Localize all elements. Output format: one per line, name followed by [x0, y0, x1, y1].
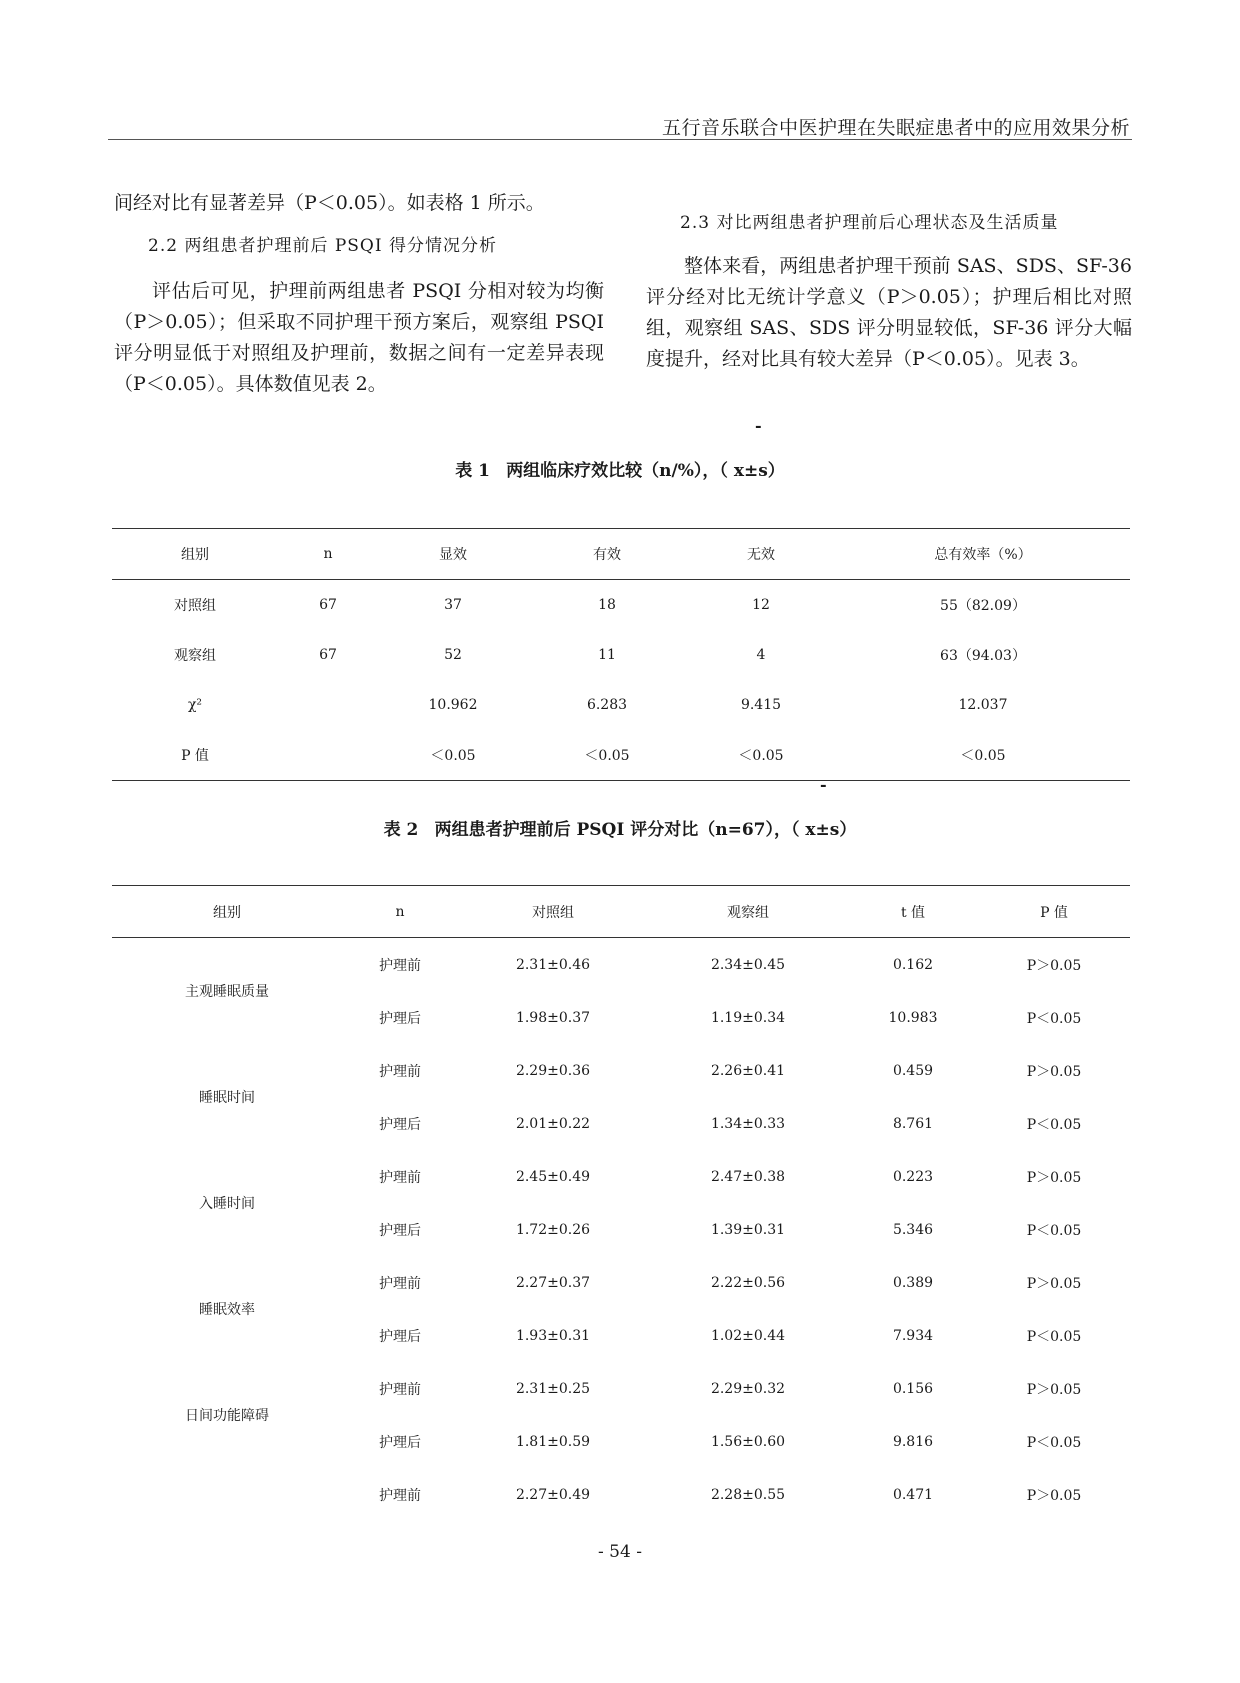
table-cell: 37 [444, 597, 462, 613]
table1-header-cell: 显效 [378, 529, 528, 580]
table-cell: 55（82.09） [940, 598, 1026, 614]
group-label: 睡眠时间 [199, 1090, 255, 1106]
table-cell: 0.389 [892, 1274, 934, 1291]
group-label: 睡眠效率 [199, 1302, 255, 1318]
left-column [114, 188, 604, 400]
table-cell: 护理后 [379, 1116, 421, 1133]
table-cell: 护理前 [379, 1487, 421, 1504]
table1-header-cell: n [278, 529, 378, 580]
table-cell: 护理前 [379, 1169, 421, 1186]
table-cell: P＞0.05 [1026, 1487, 1082, 1504]
table-cell: 护理前 [379, 1381, 421, 1398]
table-row [112, 938, 1130, 992]
table-row [112, 730, 1130, 781]
table-cell: 5.346 [892, 1221, 934, 1238]
table-cell: ＜0.05 [738, 748, 784, 764]
header-divider [108, 139, 1132, 140]
table-cell: 2.22±0.56 [710, 1274, 786, 1291]
table-cell: 2.34±0.45 [710, 956, 786, 973]
table-cell: 2.01±0.22 [515, 1115, 591, 1132]
table1 [112, 528, 1130, 781]
page-number: - 54 - [598, 1542, 642, 1562]
table1-header-cell: 总有效率（%） [836, 529, 1130, 580]
table-cell: 6.283 [586, 697, 628, 713]
table-cell: P＞0.05 [1026, 1169, 1082, 1186]
continued-paragraph: 间经对比有显著差异（P＜0.05）。如表格 1 所示。 [114, 192, 545, 214]
section-heading-2-2: 2.2 两组患者护理前后 PSQI 得分情况分析 [148, 236, 497, 256]
table-row [112, 1150, 1130, 1203]
table-row [112, 1256, 1130, 1309]
table1-header-cell: 无效 [686, 529, 836, 580]
table-cell: 1.98±0.37 [515, 1009, 591, 1026]
section-heading-2-3: 2.3 对比两组患者护理前后心理状态及生活质量 [680, 213, 1059, 233]
table-cell: 0.471 [892, 1486, 934, 1503]
table-cell: 护理后 [379, 1010, 421, 1027]
table-cell: ＜0.05 [430, 748, 476, 764]
table2-header-cell: n [342, 886, 458, 938]
table-cell: 护理后 [379, 1328, 421, 1345]
section-2-2-paragraph: 评估后可见，护理前两组患者 PSQI 分相对较为均衡（P＞0.05）；但采取不同护理干预方案后，观察组 PSQI 评分明显低于对照组及护理前，数据之间有一定差异表现（P＜0.05）。具体数值见表 2。 [114, 280, 604, 395]
table-cell: P＜0.05 [1026, 1222, 1082, 1239]
table2-header-cell: 组别 [112, 886, 342, 938]
table1-header-row [112, 529, 1130, 580]
table1-caption [0, 456, 1240, 481]
table-cell: χ² [187, 697, 203, 713]
table-cell: 0.459 [892, 1062, 934, 1079]
table-cell: 2.28±0.55 [710, 1486, 786, 1503]
table-cell: P＞0.05 [1026, 1275, 1082, 1292]
table-cell: ＜0.05 [584, 748, 630, 764]
table-cell: 52 [444, 647, 462, 663]
right-column [646, 208, 1132, 375]
table-cell: 7.934 [892, 1327, 934, 1344]
table-cell: P 值 [181, 748, 209, 764]
table-cell: 2.27±0.37 [515, 1274, 591, 1291]
table-cell: P＞0.05 [1026, 957, 1082, 974]
table-cell: P＜0.05 [1026, 1116, 1082, 1133]
table2-header-row [112, 886, 1130, 938]
table-row [112, 1468, 1130, 1521]
group-label: 主观睡眠质量 [185, 984, 269, 1000]
table-cell: 2.29±0.32 [710, 1380, 786, 1397]
table-cell: P＞0.05 [1026, 1381, 1082, 1398]
macron-mark: - [820, 775, 827, 794]
table-cell: 67 [319, 597, 337, 613]
table-cell: 1.72±0.26 [515, 1221, 591, 1238]
table-cell: 8.761 [892, 1115, 934, 1132]
table-cell: 观察组 [174, 648, 216, 664]
table-cell: 1.39±0.31 [710, 1221, 786, 1238]
table2-label: 表 2 [383, 820, 419, 840]
table2-caption [0, 815, 1240, 840]
table2 [112, 885, 1130, 1521]
table-cell [112, 1468, 342, 1521]
table-cell: 12 [752, 597, 770, 613]
table-cell: 0.156 [892, 1380, 934, 1397]
table1-header-cell: 组别 [112, 529, 278, 580]
table-cell: 护理前 [379, 1275, 421, 1292]
table-cell: 1.93±0.31 [515, 1327, 591, 1344]
table-cell: 18 [598, 597, 616, 613]
table-cell: 2.45±0.49 [515, 1168, 591, 1185]
table-row [112, 580, 1130, 631]
table-row [112, 1362, 1130, 1415]
table-cell: 2.47±0.38 [710, 1168, 786, 1185]
table-cell: 2.26±0.41 [710, 1062, 786, 1079]
table-cell [278, 680, 378, 730]
table-row [112, 1044, 1130, 1097]
table-cell: 1.56±0.60 [710, 1433, 786, 1450]
table-cell: 12.037 [958, 697, 1008, 713]
table2-header-cell: 对照组 [458, 886, 648, 938]
table-cell: 护理前 [379, 1063, 421, 1080]
table1-label: 表 1 [455, 461, 490, 481]
table1-header-cell: 有效 [528, 529, 686, 580]
table-cell: 对照组 [174, 598, 216, 614]
table-cell: 63（94.03） [940, 648, 1026, 664]
table-cell: 9.816 [892, 1433, 934, 1450]
table-cell [278, 730, 378, 781]
table2-header-cell: P 值 [978, 886, 1130, 938]
table-cell: 护理后 [379, 1222, 421, 1239]
group-label: 入睡时间 [199, 1196, 255, 1212]
table-cell: 1.02±0.44 [710, 1327, 786, 1344]
table-cell: 1.19±0.34 [710, 1009, 786, 1026]
table-cell: 9.415 [740, 697, 782, 713]
table-cell: P＜0.05 [1026, 1434, 1082, 1451]
table-cell: 2.31±0.46 [515, 956, 591, 973]
table-cell: 0.162 [892, 956, 934, 973]
section-2-3-paragraph: 整体来看，两组患者护理干预前 SAS、SDS、SF-36 评分经对比无统计学意义（P＞0.05）；护理后相比对照组，观察组 SAS、SDS 评分明显较低，SF-36 评分大幅度提升，经对比具有较大差异（P＜0.05）。见表 3。 [646, 255, 1132, 370]
table2-header-cell: t 值 [848, 886, 978, 938]
table-cell: 11 [598, 647, 616, 663]
table-cell: 护理前 [379, 957, 421, 974]
table-cell: 护理后 [379, 1434, 421, 1451]
table-cell: 0.223 [892, 1168, 934, 1185]
table-cell: 67 [319, 647, 337, 663]
table-cell: 2.29±0.36 [515, 1062, 591, 1079]
table-cell: P＜0.05 [1026, 1328, 1082, 1345]
macron-mark: - [755, 416, 762, 435]
table-cell: 4 [756, 647, 766, 663]
table2-header-cell: 观察组 [648, 886, 848, 938]
table1-title: 两组临床疗效比较（n/%），（ x±s） [506, 461, 785, 481]
table-cell: 2.27±0.49 [515, 1486, 591, 1503]
table-cell: P＜0.05 [1026, 1010, 1082, 1027]
table-row [112, 630, 1130, 680]
table-cell: 1.34±0.33 [710, 1115, 786, 1132]
table-cell: 2.31±0.25 [515, 1380, 591, 1397]
table-cell: ＜0.05 [960, 748, 1006, 764]
table-cell: 10.962 [428, 697, 478, 713]
table-row [112, 680, 1130, 730]
running-header-title: 五行音乐联合中医护理在失眠症患者中的应用效果分析 [661, 117, 1130, 139]
table-cell: P＞0.05 [1026, 1063, 1082, 1080]
table-cell: 10.983 [888, 1009, 938, 1026]
table-cell: 1.81±0.59 [515, 1433, 591, 1450]
table2-title: 两组患者护理前后 PSQI 评分对比（n=67），（ x±s） [434, 820, 857, 840]
group-label: 日间功能障碍 [185, 1408, 269, 1424]
